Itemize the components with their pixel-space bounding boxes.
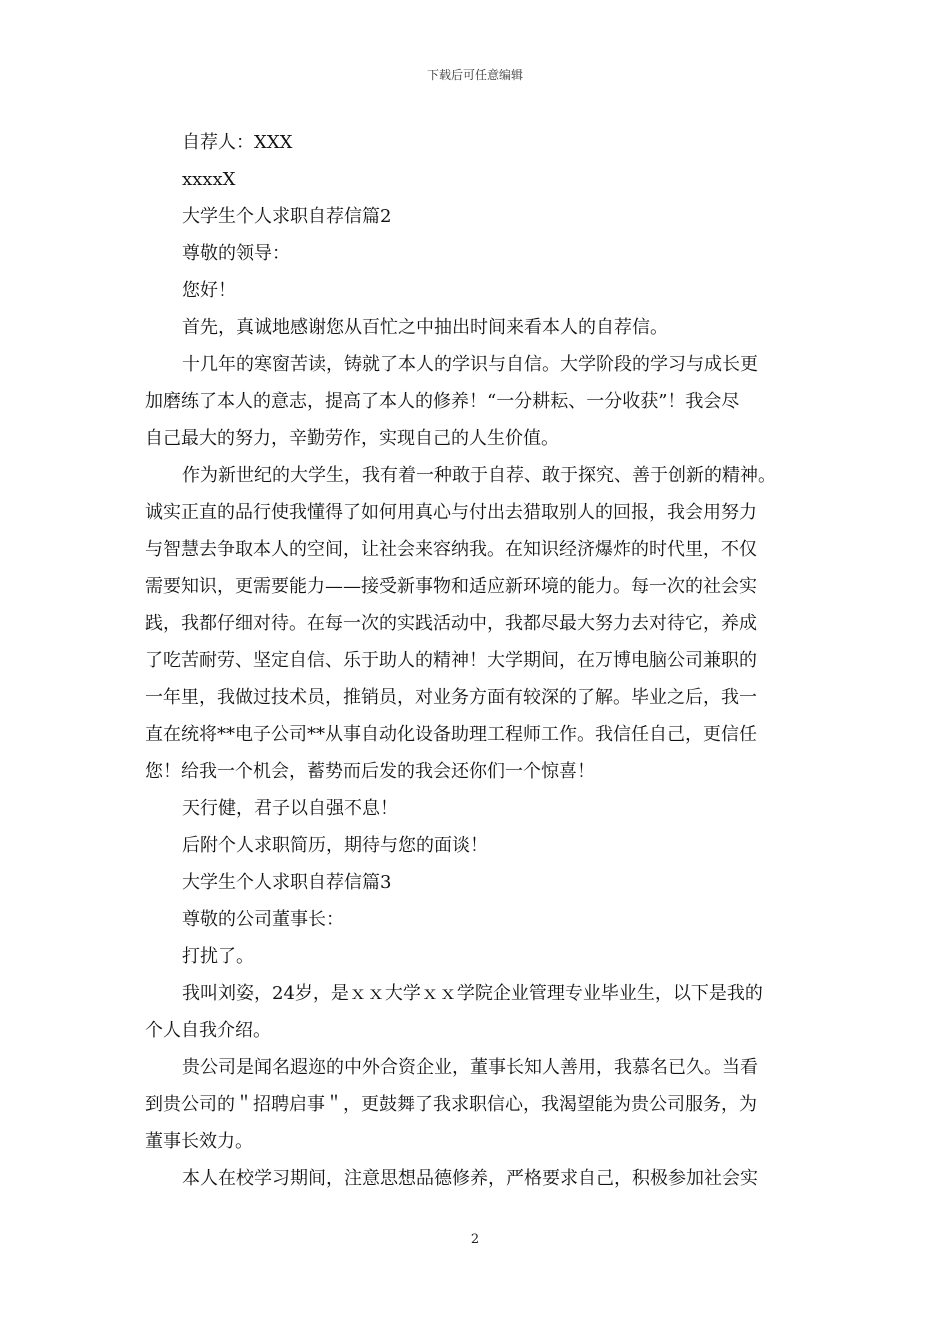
text-line: 董事长效力。 [145, 1131, 253, 1152]
text-line: 了吃苦耐劳、坚定自信、乐于助人的精神！大学期间，在万博电脑公司兼职的 [145, 650, 757, 671]
document-body [145, 124, 810, 1197]
text-line: 一年里，我做过技术员，推销员，对业务方面有较深的了解。毕业之后，我一 [145, 687, 757, 708]
text-line: 打扰了。 [182, 946, 254, 967]
text-line: 尊敬的领导： [182, 243, 290, 264]
text-line: 践，我都仔细对待。在每一次的实践活动中，我都尽最大努力去对待它，养成 [145, 613, 757, 634]
text-line: 与智慧去争取本人的空间，让社会来容纳我。在知识经济爆炸的时代里，不仅 [145, 539, 757, 560]
page-number: 2 [470, 1232, 480, 1247]
text-line: 后附个人求职简历，期待与您的面谈！ [182, 835, 488, 856]
text-line: 到贵公司的＂招聘启事＂，更鼓舞了我求职信心，我渴望能为贵公司服务，为 [145, 1094, 757, 1115]
text-line: 您！给我一个机会，蓄势而后发的我会还你们一个惊喜！ [145, 761, 595, 782]
text-line: 加磨练了本人的意志，提高了本人的修养！“一分耕耘、一分收获”！我会尽 [145, 391, 740, 412]
text-line: 作为新世纪的大学生，我有着一种敢于自荐、敢于探究、善于创新的精神。 [182, 465, 776, 486]
text-line: 我叫刘姿，24岁，是ｘｘ大学ｘｘ学院企业管理专业毕业生，以下是我的 [182, 983, 763, 1004]
text-line: 诚实正直的品行使我懂得了如何用真心与付出去猎取别人的回报，我会用努力 [145, 502, 757, 523]
text-line: 十几年的寒窗苦读，铸就了本人的学识与自信。大学阶段的学习与成长更 [182, 354, 758, 375]
text-line: 首先，真诚地感谢您从百忙之中抽出时间来看本人的自荐信。 [182, 317, 668, 338]
text-line: 您好！ [182, 280, 236, 301]
text-line: 贵公司是闻名遐迩的中外合资企业，董事长知人善用，我慕名已久。当看 [182, 1057, 758, 1078]
text-line: 自己最大的努力，辛勤劳作，实现自己的人生价值。 [145, 428, 559, 449]
page-header: 下载后可任意编辑 [426, 68, 523, 82]
text-line: 直在统将**电子公司**从事自动化设备助理工程师工作。我信任自己，更信任 [145, 724, 757, 745]
text-line: 天行健，君子以自强不息！ [182, 798, 398, 819]
section-title: 大学生个人求职自荐信篇3 [182, 872, 392, 893]
text-line: 本人在校学习期间，注意思想品德修养，严格要求自己，积极参加社会实 [182, 1168, 758, 1189]
text-line: 个人自我介绍。 [145, 1020, 271, 1041]
text-line: xxxxX [182, 169, 236, 190]
text-line: 自荐人：XXX [182, 132, 293, 153]
text-line: 需要知识，更需要能力——接受新事物和适应新环境的能力。每一次的社会实 [145, 576, 757, 597]
text-line: 尊敬的公司董事长： [182, 909, 344, 930]
section-title: 大学生个人求职自荐信篇2 [182, 206, 392, 227]
